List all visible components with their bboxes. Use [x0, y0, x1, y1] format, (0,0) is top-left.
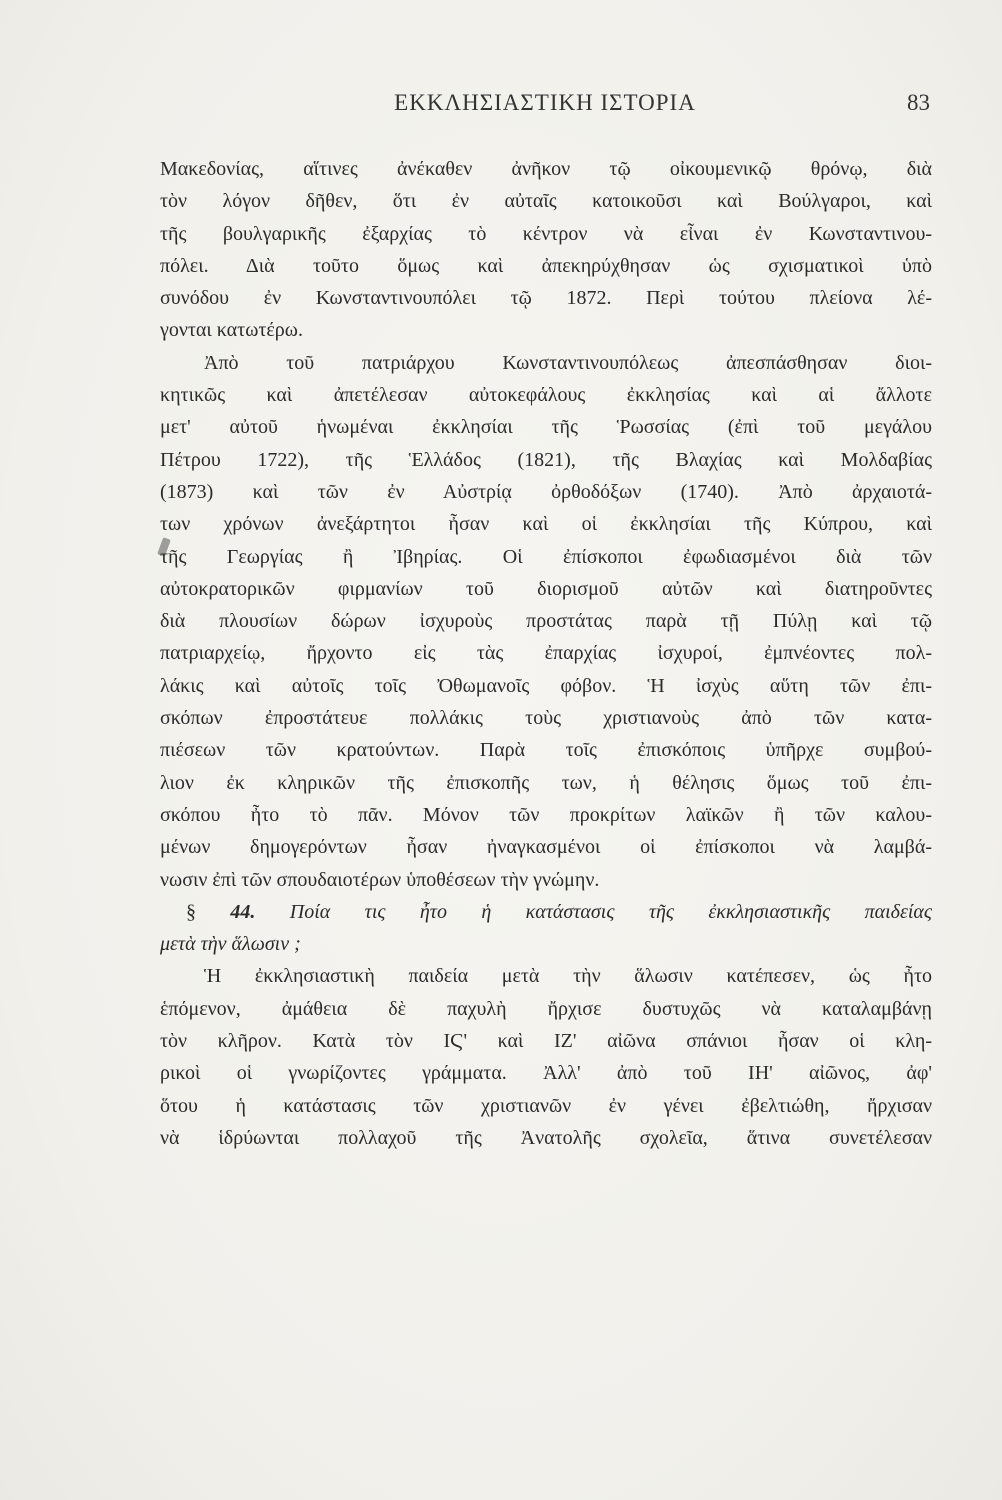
- body-text: [160, 153, 932, 1154]
- text-line: τὸν κλῆρον. Κατὰ τὸν ΙϚ' καὶ ΙΖ' αἰῶνα σπάνιοι ἦσαν οἱ κλη-: [160, 1030, 932, 1053]
- text-line: τῆς βουλγαρικῆς ἐξαρχίας τὸ κέντρον νὰ εἶναι ἐν Κωνσταντινου-: [160, 222, 932, 245]
- text-line: διὰ πλουσίων δώρων ἰσχυροὺς προστάτας παρὰ τῇ Πύλῃ καὶ τῷ: [160, 610, 932, 633]
- text-line: Ἡ ἐκκλησιαστικὴ παιδεία μετὰ τὴν ἅλωσιν κατέπεσεν, ὡς ἦτο: [204, 965, 932, 988]
- text-line: τὸν λόγον δῆθεν, ὅτι ἐν αὐταῖς κατοικοῦσι καὶ Βούλγαροι, καὶ: [160, 190, 932, 213]
- running-title: ΕΚΚΛΗΣΙΑΣΤΙΚΗ ΙΣΤΟΡΙΑ: [394, 90, 696, 115]
- text-line: ρικοὶ οἱ γνωρίζοντες γράμματα. Ἀλλ' ἀπὸ τοῦ ΙΗ' αἰῶνος, ἀφ': [160, 1062, 932, 1085]
- section-question: Ποία τις ἦτο ἡ κατάστασις τῆς ἐκκλησιαστικῆς παιδείας: [289, 900, 932, 923]
- text-line: νὰ ἱδρύωνται πολλαχοῦ τῆς Ἀνατολῆς σχολεῖα, ἅτινα συνετέλεσαν: [160, 1126, 932, 1149]
- section-heading-line-1: [160, 896, 932, 928]
- paragraph-2: [160, 347, 932, 896]
- text-line: σκόπου ἦτο τὸ πᾶν. Μόνον τῶν προκρίτων λαϊκῶν ἢ τῶν καλου-: [160, 803, 932, 826]
- text-line: συνόδου ἐν Κωνσταντινουπόλει τῷ 1872. Περὶ τούτου πλείονα λέ-: [160, 287, 932, 310]
- paragraph-1: [160, 153, 932, 347]
- text-line: μετ' αὐτοῦ ἡνωμέναι ἐκκλησίαι τῆς Ῥωσσίας (ἐπὶ τοῦ μεγάλου: [160, 416, 932, 439]
- text-line: νωσιν ἐπὶ τῶν σπουδαιοτέρων ὑποθέσεων τὴν γνώμην.: [160, 868, 600, 891]
- text-line: ὅτου ἡ κατάστασις τῶν χριστιανῶν ἐν γένει ἐβελτιώθη, ἤρχισαν: [160, 1094, 932, 1117]
- text-line: κητικῶς καὶ ἀπετέλεσαν αὐτοκεφάλους ἐκκλησίας καὶ αἱ ἄλλοτε: [160, 384, 932, 407]
- section-heading-line-2: [160, 928, 932, 960]
- text-line: σκόπων ἐπροστάτευε πολλάκις τοὺς χριστιανοὺς ἀπὸ τῶν κατα-: [160, 707, 932, 730]
- section-heading: [160, 896, 932, 961]
- text-line: Ἀπὸ τοῦ πατριάρχου Κωνσταντινουπόλεως ἀπεσπάσθησαν διοι-: [204, 351, 932, 374]
- page-header: [160, 90, 930, 124]
- text-line: γονται κατωτέρω.: [160, 319, 303, 342]
- text-line: λάκις καὶ αὐτοῖς τοῖς Ὀθωμανοῖς φόβον. Ἡ ἰσχὺς αὕτη τῶν ἐπι-: [160, 674, 932, 697]
- section-number: 44.: [230, 900, 256, 923]
- page-number: 83: [907, 90, 930, 115]
- text-line: Πέτρου 1722), τῆς Ἑλλάδος (1821), τῆς Βλαχίας καὶ Μολδαβίας: [160, 448, 932, 471]
- text-line: πιέσεων τῶν κρατούντων. Παρὰ τοῖς ἐπισκόποις ὑπῆρχε συμβού-: [160, 739, 932, 762]
- text-line: των χρόνων ἀνεξάρτητοι ἦσαν καὶ οἱ ἐκκλησίαι τῆς Κύπρου, καὶ: [160, 513, 932, 536]
- text-line: ἑπόμενον, ἀμάθεια δὲ παχυλὴ ἤρχισε δυστυχῶς νὰ καταλαμβάνῃ: [160, 997, 932, 1020]
- text-line: μένων δημογερόντων ἦσαν ἠναγκασμένοι οἱ ἐπίσκοποι νὰ λαμβά-: [160, 836, 932, 859]
- text-line: τῆς Γεωργίας ἢ Ἰβηρίας. Οἱ ἐπίσκοποι ἐφωδιασμένοι διὰ τῶν: [160, 545, 932, 568]
- section-question-continued: μετὰ τὴν ἅλωσιν ;: [160, 933, 301, 956]
- text-line: πόλει. Διὰ τοῦτο ὅμως καὶ ἀπεκηρύχθησαν ὡς σχισματικοὶ ὑπὸ: [160, 254, 932, 277]
- section-mark: §: [186, 900, 196, 923]
- text-line: Μακεδονίας, αἵτινες ἀνέκαθεν ἀνῆκον τῷ οἰκουμενικῷ θρόνῳ, διὰ: [160, 158, 932, 180]
- paragraph-3: [160, 960, 932, 1154]
- text-line: πατριαρχείῳ, ἤρχοντο εἰς τὰς ἐπαρχίας ἰσχυροί, ἐμπνέοντες πολ-: [160, 642, 932, 665]
- text-line: (1873) καὶ τῶν ἐν Αὐστρίᾳ ὀρθοδόξων (1740). Ἀπὸ ἀρχαιοτά-: [160, 480, 932, 503]
- text-line: αὐτοκρατορικῶν φιρμανίων τοῦ διορισμοῦ αὐτῶν καὶ διατηροῦντες: [160, 577, 932, 600]
- text-line: λιον ἐκ κληρικῶν τῆς ἐπισκοπῆς των, ἡ θέλησις ὅμως τοῦ ἐπι-: [160, 771, 932, 794]
